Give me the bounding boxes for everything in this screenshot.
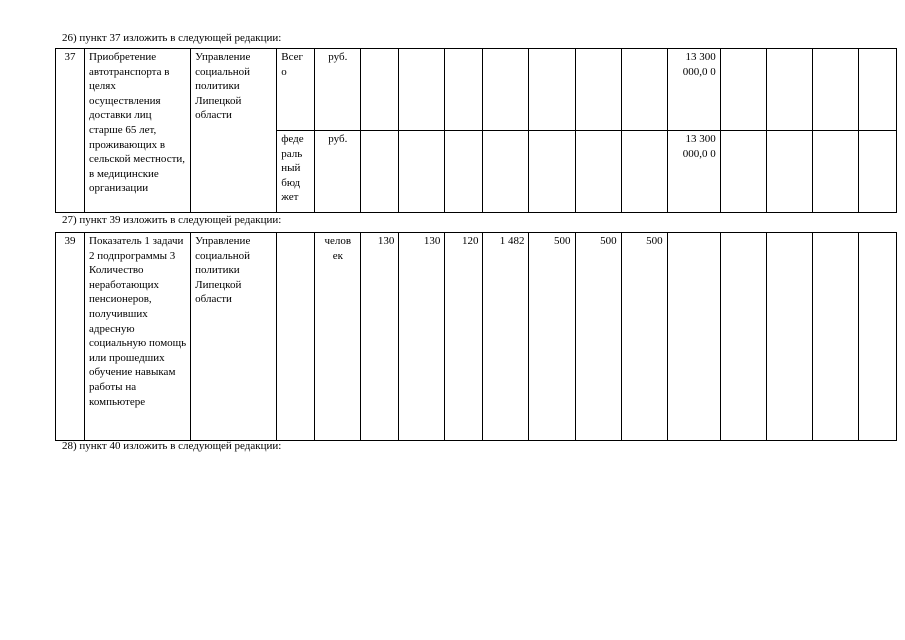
amount-cell: 13 300 000,0 0 — [667, 49, 720, 131]
section-28-heading: 28) пункт 40 изложить в следующей редакции: — [62, 440, 282, 452]
table-cell — [766, 49, 812, 131]
table-cell — [858, 131, 896, 213]
unit: руб. — [315, 49, 361, 131]
table-cell — [483, 49, 529, 131]
section-26-heading: 26) пункт 37 изложить в следующей редакции: — [62, 32, 282, 44]
table-cell — [529, 49, 575, 131]
table-cell — [399, 131, 445, 213]
table-cell — [720, 233, 766, 441]
table-cell — [445, 49, 483, 131]
table-cell — [812, 131, 858, 213]
value-cell: 130 — [399, 233, 445, 441]
section-27-heading: 27) пункт 39 изложить в следующей редакции: — [62, 214, 282, 226]
funding-source — [277, 233, 315, 441]
table-cell — [858, 233, 896, 441]
table-cell — [575, 49, 621, 131]
measure-name: Приобретение автотранспорта в целях осуществления доставки лиц старше 65 лет, проживающих в сельской местности, в медицинские организации — [85, 49, 191, 213]
table-cell — [529, 131, 575, 213]
table-cell — [361, 49, 399, 131]
table-cell — [621, 49, 667, 131]
table-cell — [667, 233, 720, 441]
row-number: 39 — [56, 233, 85, 441]
table-cell — [621, 131, 667, 213]
table-cell — [858, 49, 896, 131]
table-cell — [766, 233, 812, 441]
table-cell — [720, 131, 766, 213]
executor: Управление социальной политики Липецкой области — [191, 49, 277, 213]
table-cell — [575, 131, 621, 213]
table-cell — [361, 131, 399, 213]
funding-source: Всег о — [277, 49, 315, 131]
funding-source: феде раль ный бюд жет — [277, 131, 315, 213]
executor: Управление социальной политики Липецкой области — [191, 233, 277, 441]
table-cell — [720, 49, 766, 131]
value-cell: 120 — [445, 233, 483, 441]
value-cell: 130 — [361, 233, 399, 441]
amount-cell: 13 300 000,0 0 — [667, 131, 720, 213]
table-cell — [812, 49, 858, 131]
table-cell — [812, 233, 858, 441]
value-cell: 500 — [621, 233, 667, 441]
table-cell — [766, 131, 812, 213]
value-cell: 500 — [575, 233, 621, 441]
unit: челов ек — [315, 233, 361, 441]
table-cell — [445, 131, 483, 213]
table-row — [56, 49, 897, 131]
indicator-name: Показатель 1 задачи 2 подпрограммы 3 Количество неработающих пенсионеров, получивших адресную социальную помощь или прошедших обучение навыкам работы на компьютере — [85, 233, 191, 441]
table-cell — [483, 131, 529, 213]
unit: руб. — [315, 131, 361, 213]
value-cell: 500 — [529, 233, 575, 441]
row-number: 37 — [56, 49, 85, 213]
table-item-39 — [55, 232, 897, 441]
table-item-37 — [55, 48, 897, 213]
table-cell — [399, 49, 445, 131]
value-cell: 1 482 — [483, 233, 529, 441]
table-row — [56, 233, 897, 441]
